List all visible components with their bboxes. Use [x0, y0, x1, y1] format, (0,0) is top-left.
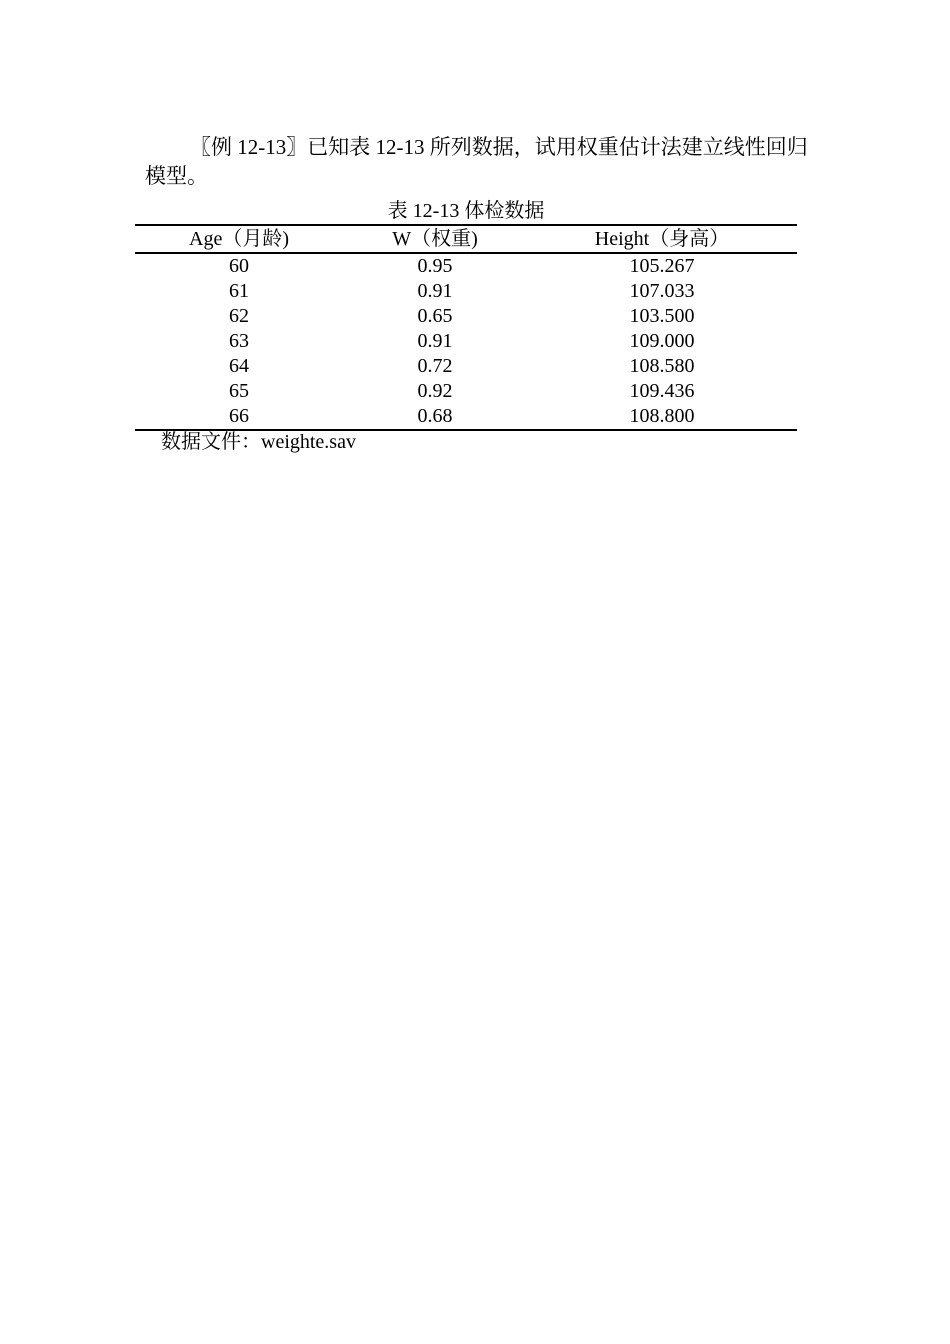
cell-height: 108.800 — [629, 405, 695, 427]
cell-age: 65 — [229, 380, 249, 402]
table-header-row — [135, 225, 797, 253]
table-row — [135, 404, 797, 430]
table-row — [135, 304, 797, 329]
cell-weight: 0.68 — [417, 405, 453, 427]
table-row — [135, 279, 797, 304]
table-row — [135, 379, 797, 404]
example-intro-paragraph: 〖例 12-13〗已知表 12-13 所列数据，试用权重估计法建立线性回归模型。 — [145, 135, 808, 188]
cell-weight: 0.92 — [417, 380, 453, 402]
column-header-age: Age（月龄) — [189, 228, 289, 250]
cell-height: 107.033 — [629, 280, 695, 302]
table-row — [135, 354, 797, 379]
cell-height: 109.000 — [629, 330, 695, 352]
cell-weight: 0.91 — [417, 280, 453, 302]
cell-weight: 0.91 — [417, 330, 453, 352]
cell-height: 105.267 — [629, 255, 695, 277]
physical-exam-data-table — [135, 224, 797, 431]
cell-age: 60 — [229, 255, 249, 277]
cell-age: 62 — [229, 305, 249, 327]
cell-age: 66 — [229, 405, 249, 427]
cell-age: 61 — [229, 280, 249, 302]
table-caption: 表 12-13 体检数据 — [387, 200, 545, 222]
cell-age: 64 — [229, 355, 249, 377]
cell-age: 63 — [229, 330, 249, 352]
cell-weight: 0.65 — [417, 305, 453, 327]
column-header-height: Height（身高） — [594, 228, 730, 250]
data-file-note: 数据文件：weighte.sav — [161, 431, 356, 453]
column-header-weight: W（权重) — [392, 228, 478, 250]
table-row — [135, 329, 797, 354]
cell-height: 108.580 — [629, 355, 695, 377]
cell-height: 109.436 — [629, 380, 695, 402]
table-row — [135, 253, 797, 279]
cell-weight: 0.72 — [417, 355, 453, 377]
cell-height: 103.500 — [629, 305, 695, 327]
cell-weight: 0.95 — [417, 255, 453, 277]
